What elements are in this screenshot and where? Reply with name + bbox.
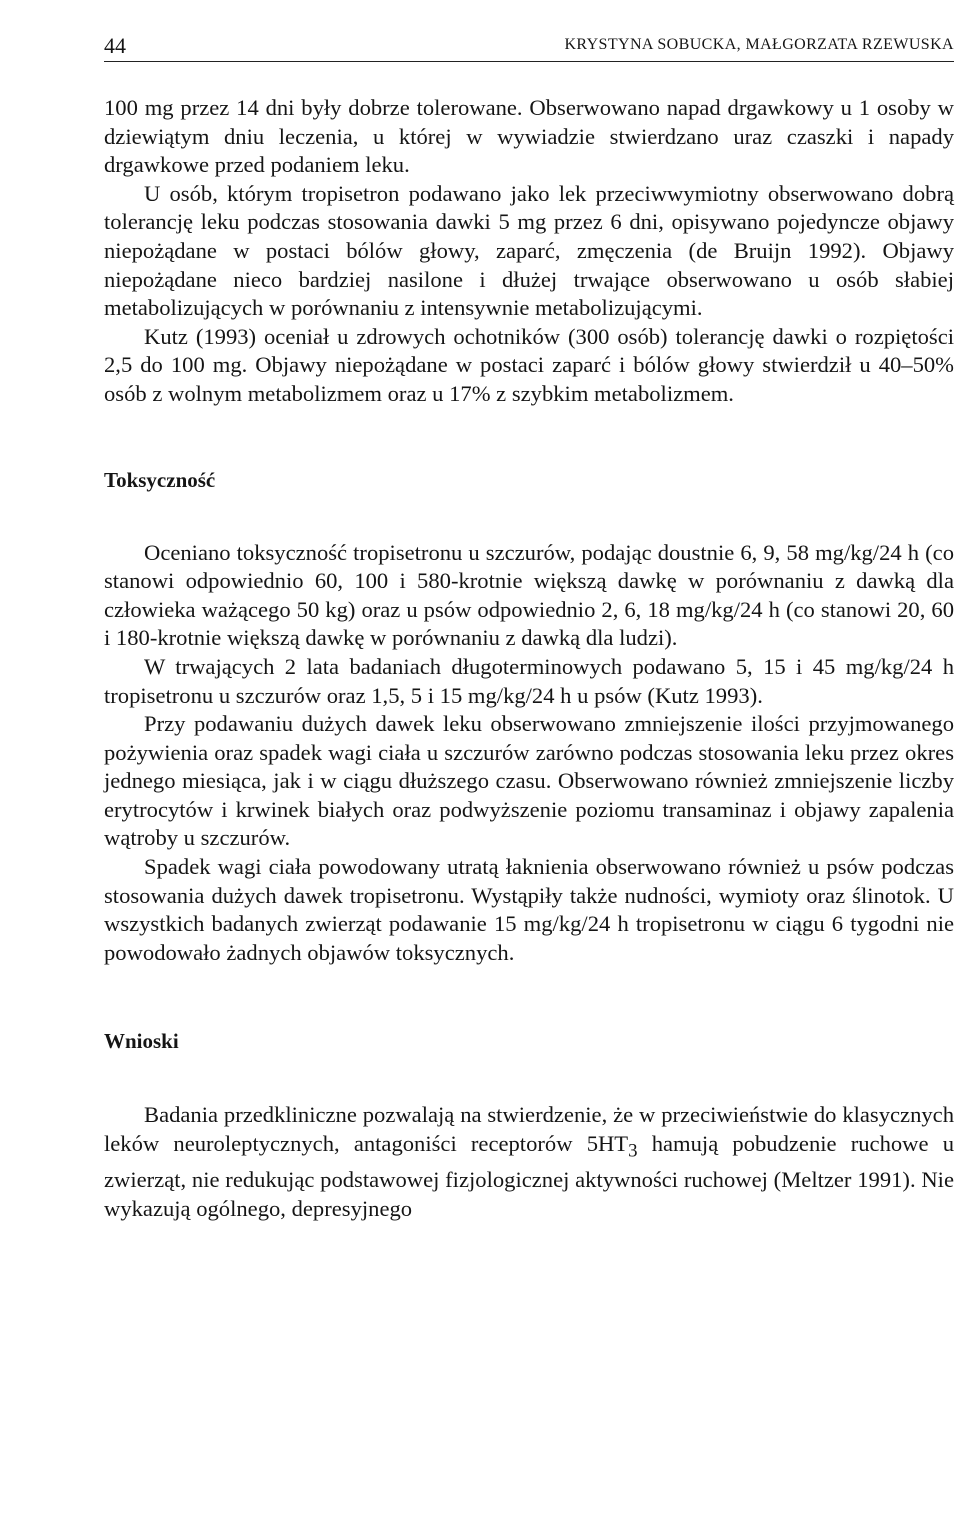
section-heading-conclusions: Wnioski — [104, 1029, 179, 1054]
conclusions-text-end: hamują pobudzenie ruchowe u zwierząt, nie redukując podstawowej fizjologicznej aktywności ruchowej (Meltzer 1991). Nie wykazują ogólnego, depresyjnego — [104, 1131, 955, 1221]
paragraph-intro-kutz: Kutz (1993) oceniał u zdrowych ochotników (300 osób) tolerancję dawki o rozpiętości 2,5 do 100 mg. Objawy niepożądane w postaci zaparć i bólów głowy stwierdził u 40–50% osób z wolnym metabolizmem oraz u 17% z szybkim metabolizmem. — [104, 323, 954, 406]
paragraph-intro-continuation: 100 mg przez 14 dni były dobrze tolerowane. Obserwowano napad drgawkowy u 1 osoby w dziewiątym dniu leczenia, u której w wywiadzie stwierdzano uraz czaszki i napady drgawkowe przed podaniem leku. — [104, 95, 954, 178]
subscript-3: 3 — [628, 1140, 638, 1162]
paragraph-conclusions — [104, 1101, 954, 1223]
conclusions-text-start: Badania przedkliniczne pozwalają na stwierdzenie, że w przeciwieństwie do klasycznych leków neuroleptycznych, antagoniści receptorów 5HT — [104, 1102, 954, 1157]
page-body — [104, 94, 954, 1223]
paragraph-intro-tolerance: U osób, którym tropisetron podawano jako lek przeciwwymiotny obserwowano dobrą tolerancję leku podczas stosowania dawki 5 mg przez 6 dni, opisywano pojedyncze objawy niepożądane w postaci bólów głowy, zaparć, zmęczenia (de Bruijn 1992). Objawy niepożądane nieco bardziej nasilone i dłużej trwające obserwowano u osób słabiej metabolizujących w porównaniu z intensywnie metabolizującymi. — [104, 180, 954, 321]
paragraph-toxicity-2: W trwających 2 lata badaniach długoterminowych podawano 5, 15 i 45 mg/kg/24 h tropisetronu u szczurów oraz 1,5, 5 i 15 mg/kg/24 h u psów (Kutz 1993). — [104, 653, 954, 708]
page-header — [104, 33, 954, 62]
section-heading-toxicity: Toksyczność — [104, 467, 216, 492]
paragraph-toxicity-3: Przy podawaniu dużych dawek leku obserwowano zmniejszenie ilości przyjmowanego pożywienia oraz spadek wagi ciała u szczurów zarówno podczas stosowania leku przez okres jednego miesiąca, jak i w ciągu dłuższego czasu. Obserwowano również zmniejszenie liczby erytrocytów i krwinek białych oraz podwyższenie poziomu transaminaz i objawy zapalenia wątroby u szczurów. — [104, 711, 954, 851]
running-head: KRYSTYNA SOBUCKA, MAŁGORZATA RZEWUSKA — [564, 36, 954, 53]
paragraph-toxicity-1: Oceniano toksyczność tropisetronu u szczurów, podając doustnie 6, 9, 58 mg/kg/24 h (co stanowi odpowiednio 60, 100 i 580-krotnie większą dawkę w porównaniu z dawką dla człowieka ważącego 50 kg) oraz u psów odpowiednio 2, 6, 18 mg/kg/24 h (co stanowi 20, 60 i 180-krotnie większą dawkę w porównaniu z dawką dla ludzi). — [104, 539, 954, 651]
paragraph-toxicity-4: Spadek wagi ciała powodowany utratą łaknienia obserwowano również u psów podczas stosowania dużych dawek tropisetronu. Wystąpiły także nudności, wymioty oraz ślinotok. U wszystkich badanych zwierząt podawanie 15 mg/kg/24 h tropisetronu w ciągu 6 tygodni nie powodowało żadnych objawów toksycznych. — [104, 854, 954, 965]
page-number: 44 — [104, 33, 126, 58]
